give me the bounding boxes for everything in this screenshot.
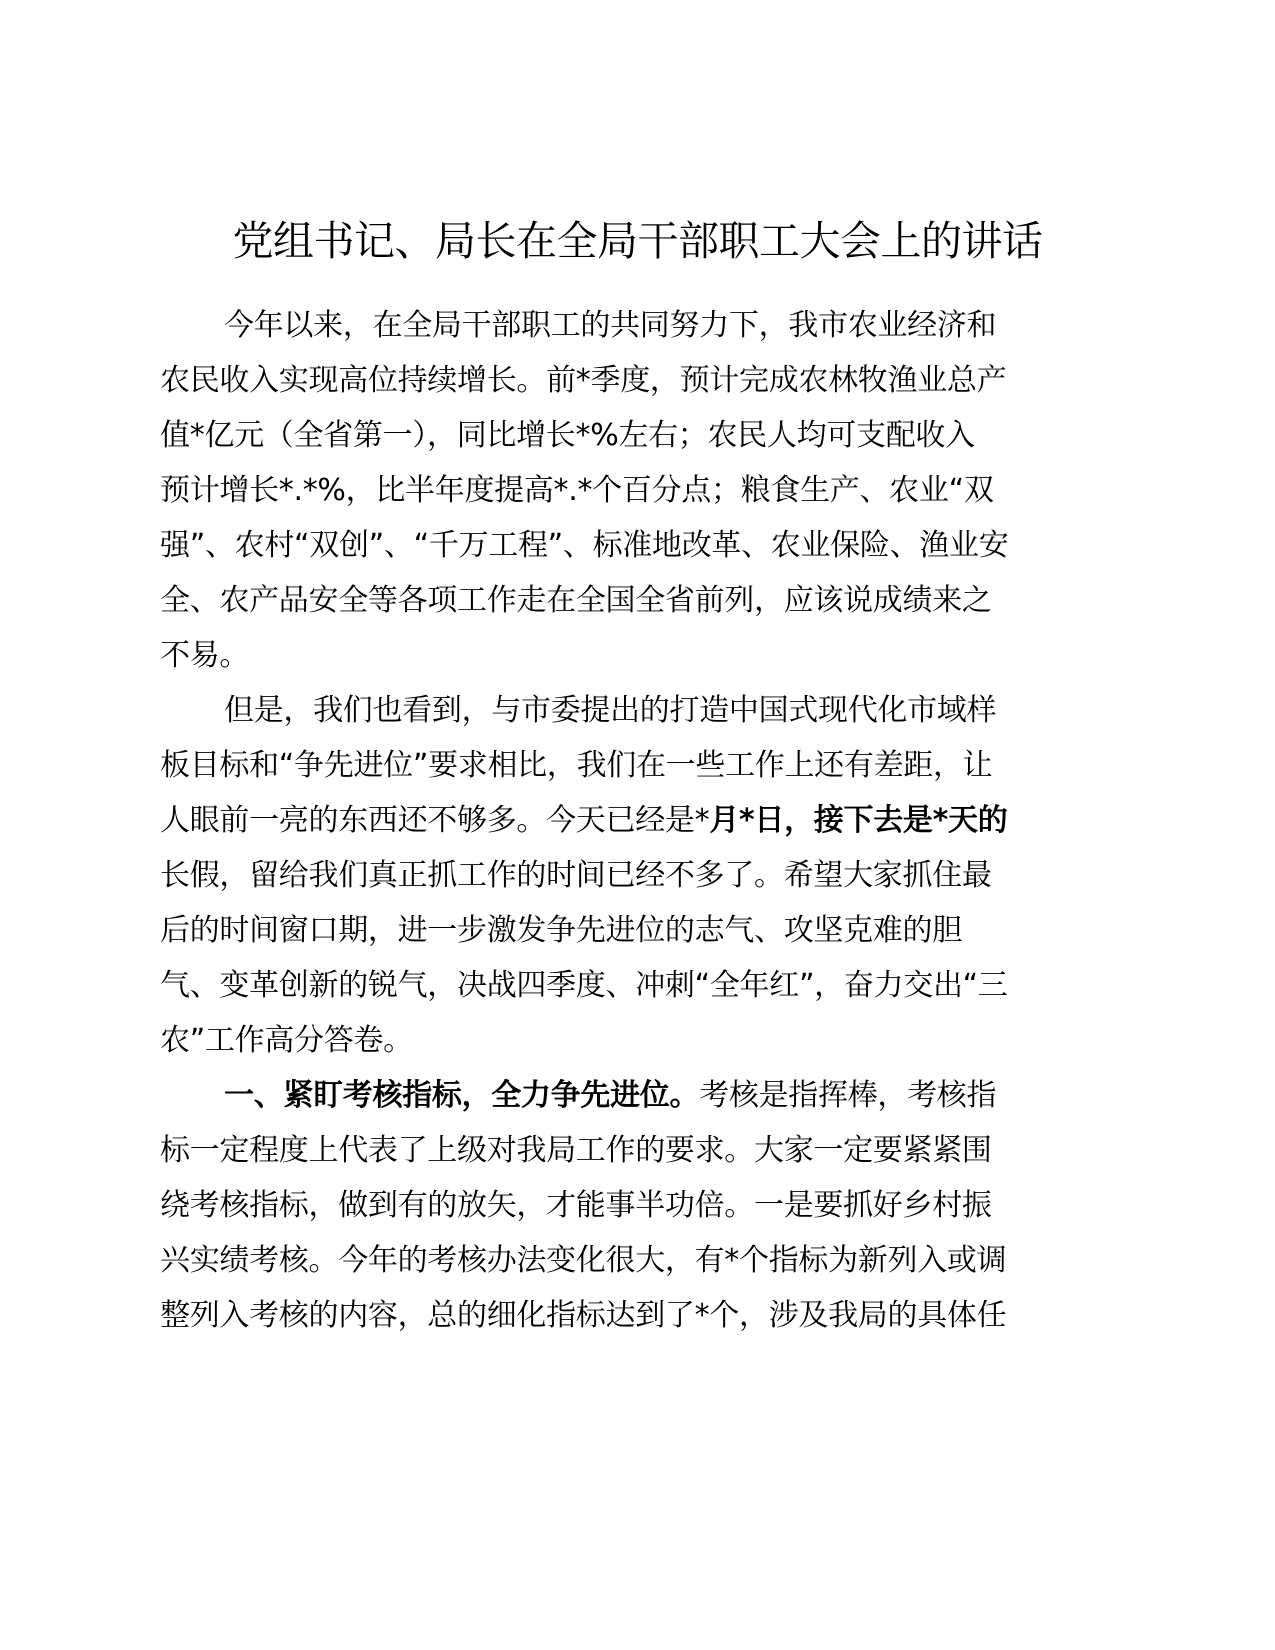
text-line: 但是，我们也看到，与市委提出的打造中国式现代化市域样: [224, 693, 997, 728]
text-line: 今年以来，在全局干部职工的共同努力下，我市农业经济和: [224, 308, 997, 343]
text-line: 全、农产品安全等各项工作走在全国全省前列，应该说成绩来之: [160, 583, 992, 618]
text-line: 不易。: [160, 638, 250, 673]
text-line: 值*亿元（全省第一），同比增长*%左右；农民人均可支配收入: [160, 418, 975, 453]
text-line: 农民收入实现高位持续增长。前*季度，预计完成农林牧渔业总产: [160, 363, 1007, 398]
text-line: 板目标和“争先进位”要求相比，我们在一些工作上还有差距，让: [160, 748, 993, 783]
text-line: 后的时间窗口期，进一步激发争先进位的志气、攻坚克难的胆: [160, 913, 962, 948]
text-line: 绕考核指标，做到有的放矢，才能事半功倍。一是要抓好乡村振: [160, 1188, 992, 1223]
paragraph-2: [160, 683, 1115, 1068]
text-line: [160, 1068, 1115, 1123]
text-line: 整列入考核的内容，总的细化指标达到了*个，涉及我局的具体任: [160, 1298, 1007, 1333]
text-line: 长假，留给我们真正抓工作的时间已经不多了。希望大家抓住最: [160, 858, 992, 893]
text-line: 农”工作高分答卷。: [160, 1023, 413, 1058]
text-run: 考核是指挥棒，考核指: [699, 1078, 997, 1113]
paragraph-3: [160, 1068, 1115, 1343]
text-line: 强”、农村“双创”、“千万工程”、标准地改革、农业保险、渔业安: [160, 528, 1009, 563]
document-body: [160, 298, 1115, 1343]
text-run: 人眼前一亮的东西还不够多。今天已经是*: [160, 803, 710, 838]
text-line: [160, 793, 1115, 848]
text-line: 标一定程度上代表了上级对我局工作的要求。大家一定要紧紧围: [160, 1133, 992, 1168]
text-line: 兴实绩考核。今年的考核办法变化很大，有*个指标为新列入或调: [160, 1243, 1007, 1278]
section-heading: 一、紧盯考核指标，全力争先进位。: [224, 1078, 700, 1113]
text-line: 气、变革创新的锐气，决战四季度、冲刺“全年红”，奋力交出“三: [160, 968, 1008, 1003]
text-line: 预计增长*.*%，比半年度提高*.*个百分点；粮食生产、农业“双: [160, 473, 994, 508]
bold-text-run: 月*日，接下去是*天的: [709, 803, 1008, 838]
paragraph-1: [160, 298, 1115, 683]
document-title: 党组书记、局长在全局干部职工大会上的讲话: [232, 217, 1043, 265]
